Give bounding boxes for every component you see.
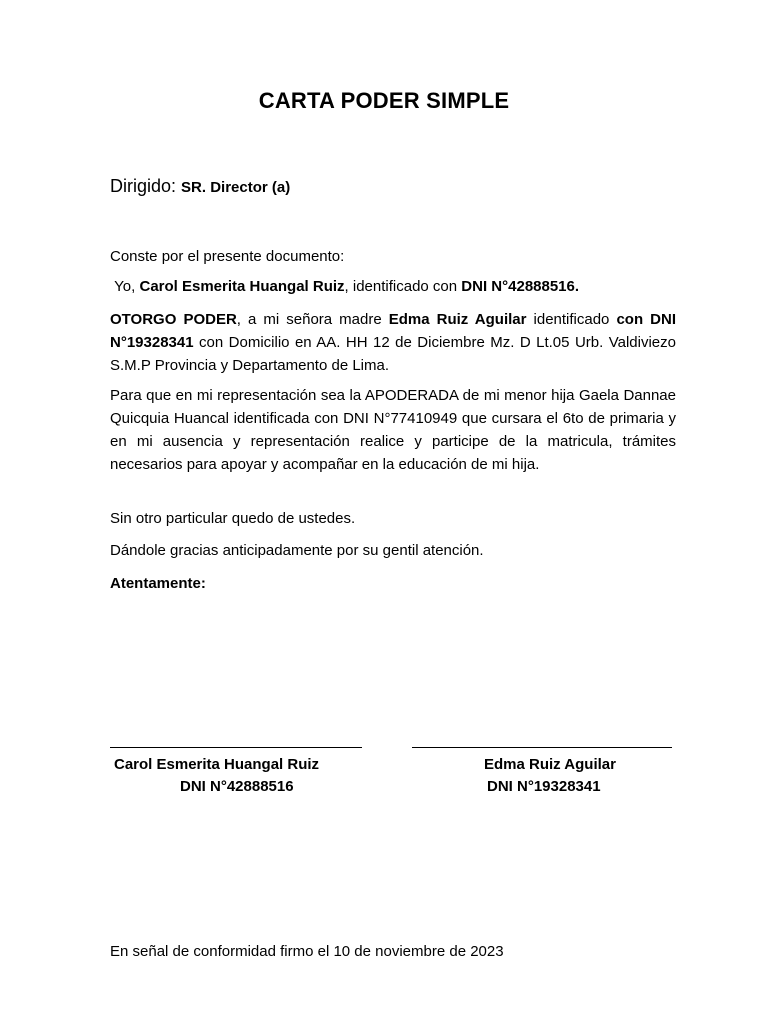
document-title: CARTA PODER SIMPLE [258,88,510,113]
signature-dni-attorney: DNI N°19328341 [487,778,601,795]
signature-name-attorney: Edma Ruiz Aguilar [484,756,616,773]
signature-name-grantor: Carol Esmerita Huangal Ruiz [114,756,320,773]
otorgo-paragraph [110,308,676,377]
yo-prefix: Yo, [114,278,140,295]
addressee-line [110,176,290,197]
grantor-dni: DNI N°42888516. [461,278,580,295]
conformity-footer: En señal de conformidad firmo el 10 de noviembre de 2023 [110,943,504,960]
conste-paragraph: Conste por el presente documento: [110,248,345,265]
purpose-paragraph: Para que en mi representación sea la APODERADA de mi menor hija Gaela Dannae Quicquia Huancal identificada con DNI N°77410949 que cursara el 6to de primaria y en mi ausencia y representación realice y participe de la matricula, trámites necesarios para apoyar y acompañar en la educación de mi hija. [110,387,676,473]
thanks-paragraph: Dándole gracias anticipadamente por su gentil atención. [110,542,484,559]
grantor-name: Carol Esmerita Huangal Ruiz [139,278,345,295]
otorgo-text-3: con Domicilio en AA. HH 12 de Diciembre Mz. D Lt.05 Urb. Valdiviezo S.M.P Provincia y Departamento de Lima. [110,334,676,374]
otorgo-lead: OTORGO PODER [110,311,237,328]
attorney-name: Edma Ruiz Aguilar [388,311,527,328]
attorney-dni: con DNI N°19328341 [110,311,676,351]
addressee-value: SR. Director (a) [181,179,291,196]
signature-line-attorney [412,747,672,748]
otorgo-text-1: , a mi señora madre [236,311,389,328]
yo-middle: , identificado con [344,278,462,295]
atentamente-label: Atentamente: [110,575,206,592]
otorgo-text-2: identificado [526,311,617,328]
grantor-paragraph [110,275,676,298]
addressee-label: Dirigido: [110,176,177,196]
closing-paragraph: Sin otro particular quedo de ustedes. [110,510,356,527]
signature-line-grantor [110,747,362,748]
signature-dni-grantor: DNI N°42888516 [180,778,294,795]
